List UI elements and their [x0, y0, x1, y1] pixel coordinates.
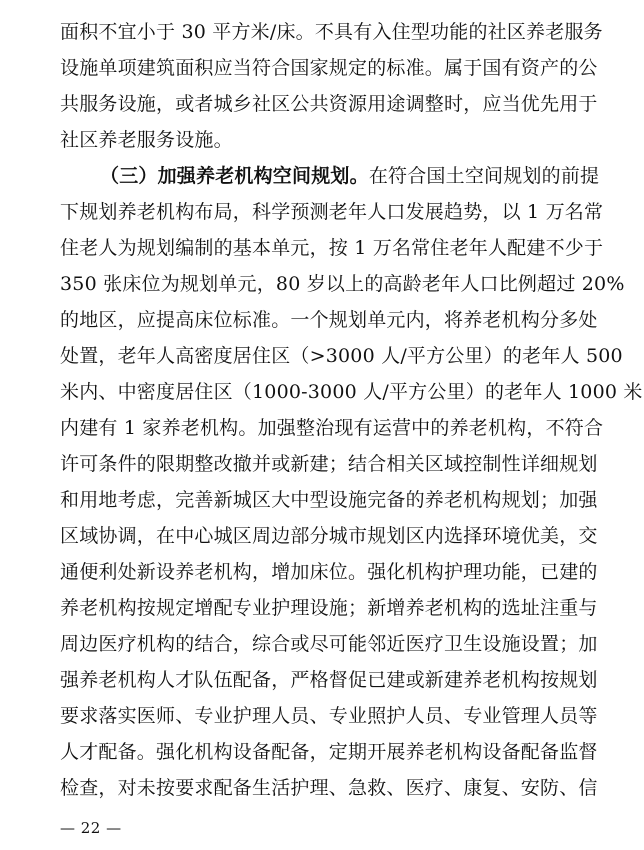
- text-line: 要求落实医师、专业护理人员、专业照护人员、专业管理人员等: [60, 705, 598, 727]
- text-line: 内建有 1 家养老机构。加强整治现有运营中的养老机构，不符合: [60, 417, 604, 439]
- text-line: 350 张床位为规划单元，80 岁以上的高龄老年人口比例超过 20%: [60, 273, 625, 295]
- text-line: 人才配备。强化机构设备配备，定期开展养老机构设备配备监督: [60, 741, 598, 763]
- text-line: 区域协调，在中心城区周边部分城市规划区内选择环境优美，交: [60, 525, 598, 547]
- text-line: 的地区，应提高床位标准。一个规划单元内，将养老机构分多处: [60, 309, 598, 331]
- section-heading-line: [60, 158, 600, 194]
- text-line: 强养老机构人才队伍配备，严格督促已建或新建养老机构按规划: [60, 669, 598, 691]
- text-line: 处置，老年人高密度居住区（>3000 人/平方公里）的老年人 500: [60, 345, 623, 367]
- body-text: [60, 14, 643, 806]
- text-line: 养老机构按规定增配专业护理设施；新增养老机构的选址注重与: [60, 597, 598, 619]
- section-heading: （三）加强养老机构空间规划。: [100, 165, 369, 187]
- text-line: 周边医疗机构的结合，综合或尽可能邻近医疗卫生设施设置；加: [60, 633, 598, 655]
- text-line: 共服务设施，或者城乡社区公共资源用途调整时，应当优先用于: [60, 93, 598, 115]
- page-number: — 22 —: [60, 819, 122, 837]
- text-line: 许可条件的限期整改撤并或新建；结合相关区域控制性详细规划: [60, 453, 598, 475]
- text-line: 下规划养老机构布局，科学预测老年人口发展趋势，以 1 万名常: [60, 201, 604, 223]
- text-line: 检查，对未按要求配备生活护理、急救、医疗、康复、安防、信: [60, 777, 598, 799]
- text-line: 米内、中密度居住区（1000-3000 人/平方公里）的老年人 1000 米: [60, 381, 643, 403]
- text-line: 和用地考虑，完善新城区大中型设施完备的养老机构规划；加强: [60, 489, 598, 511]
- text-line: 通便利处新设养老机构，增加床位。强化机构护理功能，已建的: [60, 561, 598, 583]
- text-line: 社区养老服务设施。: [60, 129, 233, 151]
- text-line: 设施单项建筑面积应当符合国家规定的标准。属于国有资产的公: [60, 57, 598, 79]
- text-line: 住老人为规划编制的基本单元，按 1 万名常住老年人配建不少于: [60, 237, 604, 259]
- section-heading-rest: 在符合国土空间规划的前提: [368, 165, 600, 187]
- text-line: 面积不宜小于 30 平方米/床。不具有入住型功能的社区养老服务: [60, 21, 603, 43]
